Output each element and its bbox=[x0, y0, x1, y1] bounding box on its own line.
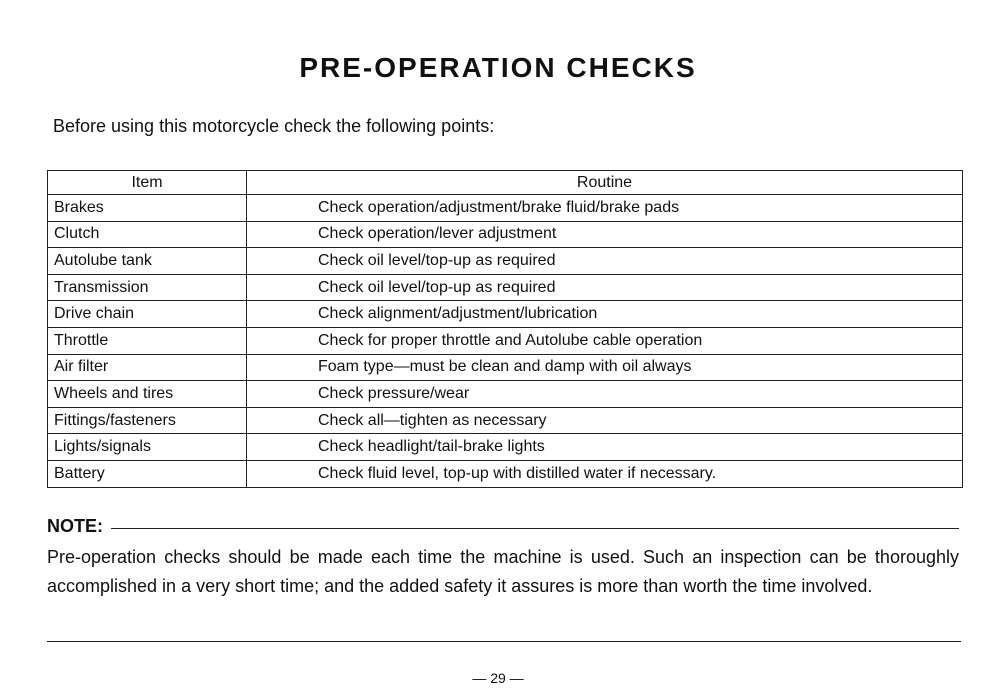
routine-cell: Check all—tighten as necessary bbox=[247, 407, 963, 434]
column-header-item: Item bbox=[48, 171, 247, 195]
routine-cell: Check oil level/top-up as required bbox=[247, 274, 963, 301]
item-cell: Brakes bbox=[48, 195, 247, 222]
note-text: Pre-operation checks should be made each time the machine is used. Such an inspection can be thoroughly accomplished in a very short time; and the added safety it assures is more than worth the time involved. bbox=[47, 547, 959, 596]
routine-cell: Check operation/adjustment/brake fluid/brake pads bbox=[247, 195, 963, 222]
item-cell: Transmission bbox=[48, 274, 247, 301]
table-row bbox=[48, 407, 963, 434]
table-row bbox=[48, 381, 963, 408]
table-row bbox=[48, 195, 963, 222]
routine-cell: Check fluid level, top-up with distilled water if necessary. bbox=[247, 460, 963, 487]
table-row bbox=[48, 248, 963, 275]
page-title: PRE-OPERATION CHECKS bbox=[299, 52, 697, 83]
routine-cell: Check oil level/top-up as required bbox=[247, 248, 963, 275]
intro-text: Before using this motorcycle check the following points: bbox=[53, 116, 495, 136]
table-row bbox=[48, 460, 963, 487]
table-row bbox=[48, 301, 963, 328]
item-cell: Fittings/fasteners bbox=[48, 407, 247, 434]
note-heading bbox=[47, 514, 959, 538]
bottom-divider bbox=[47, 641, 961, 642]
item-cell: Lights/signals bbox=[48, 434, 247, 461]
note-divider bbox=[111, 528, 959, 529]
item-cell: Drive chain bbox=[48, 301, 247, 328]
table-header-row bbox=[48, 171, 963, 195]
item-cell: Wheels and tires bbox=[48, 381, 247, 408]
page-number: — 29 — bbox=[472, 670, 524, 686]
item-cell: Throttle bbox=[48, 327, 247, 354]
item-cell: Air filter bbox=[48, 354, 247, 381]
table-row bbox=[48, 327, 963, 354]
item-cell: Battery bbox=[48, 460, 247, 487]
routine-cell: Check alignment/adjustment/lubrication bbox=[247, 301, 963, 328]
routine-cell: Check operation/lever adjustment bbox=[247, 221, 963, 248]
table-row bbox=[48, 434, 963, 461]
routine-cell: Check headlight/tail-brake lights bbox=[247, 434, 963, 461]
routine-cell: Check pressure/wear bbox=[247, 381, 963, 408]
note-label: NOTE: bbox=[47, 515, 103, 536]
routine-cell: Foam type—must be clean and damp with oil always bbox=[247, 354, 963, 381]
checks-table bbox=[47, 170, 963, 488]
item-cell: Autolube tank bbox=[48, 248, 247, 275]
table-row bbox=[48, 354, 963, 381]
column-header-routine: Routine bbox=[247, 171, 963, 195]
table-row bbox=[48, 221, 963, 248]
routine-cell: Check for proper throttle and Autolube cable operation bbox=[247, 327, 963, 354]
table-row bbox=[48, 274, 963, 301]
item-cell: Clutch bbox=[48, 221, 247, 248]
